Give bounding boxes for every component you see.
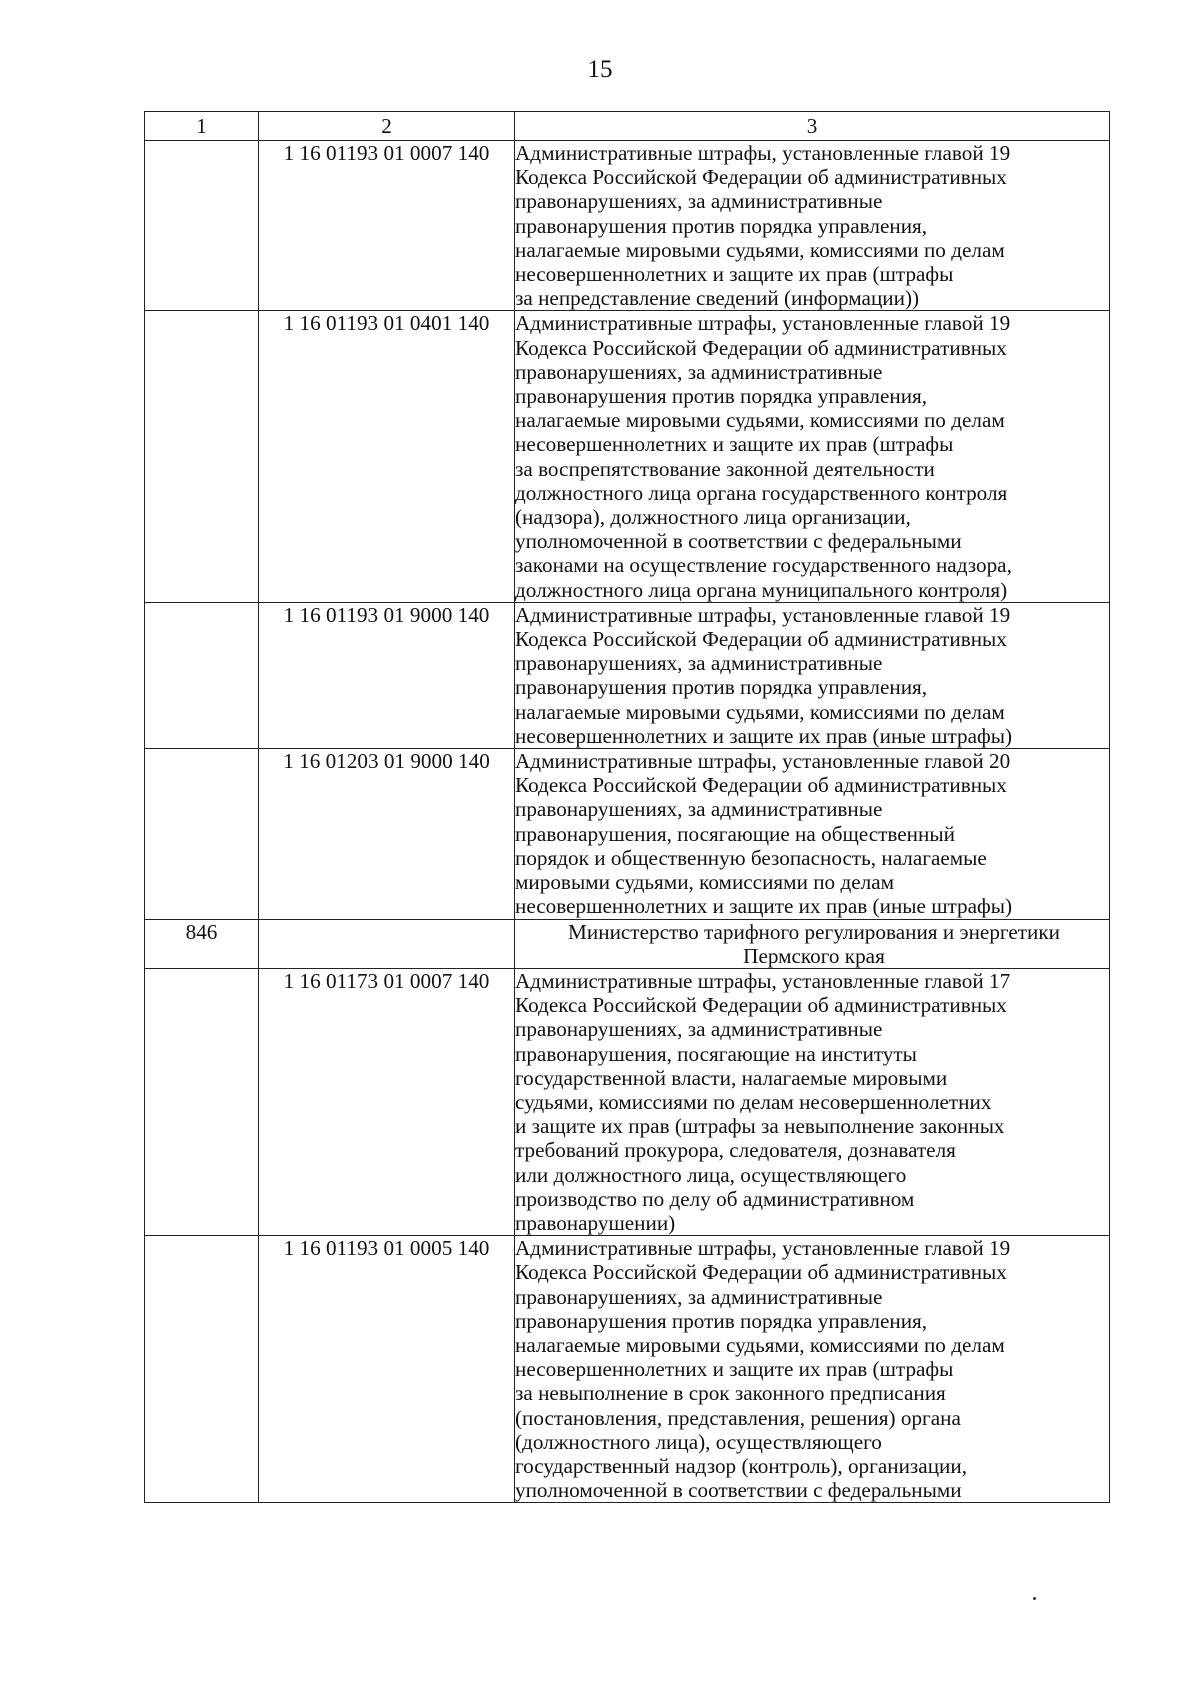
description-cell <box>515 311 1110 602</box>
header-row <box>145 112 1110 141</box>
description-line: правонарушения, посягающие на общественный <box>515 821 955 846</box>
description-line: Кодекса Российской Федерации об административных <box>515 165 1007 190</box>
description-line: правонарушениях, за административные <box>515 1284 883 1309</box>
table-header <box>145 112 1110 141</box>
description-line: правонарушения против порядка управления, <box>515 675 928 700</box>
budget-code-cell: 1 16 01173 01 0007 140 <box>259 968 515 1235</box>
description-line: и защите их прав (штрафы за невыполнение законных <box>515 1114 1005 1139</box>
description-line: должностного лица органа муниципального контроля) <box>515 577 1008 602</box>
admin-code-cell <box>145 1236 259 1503</box>
description-line: государственной власти, налагаемые мировыми <box>515 1065 948 1090</box>
description-line: правонарушениях, за административные <box>515 189 883 214</box>
table-row <box>145 602 1110 748</box>
table-row <box>145 968 1110 1235</box>
scan-speck <box>1033 1597 1036 1600</box>
description-cell <box>515 602 1110 748</box>
description-line: Административные штрафы, установленные главой 19 <box>515 141 1011 165</box>
description-line: Административные штрафы, установленные главой 19 <box>515 311 1011 336</box>
table-body <box>145 141 1110 1503</box>
description-line: государственный надзор (контроль), организации, <box>515 1453 968 1478</box>
description-line: за воспрепятствование законной деятельности <box>515 456 935 481</box>
description-line: правонарушениях, за административные <box>515 359 883 384</box>
description-line: (надзора), должностного лица организации, <box>515 505 911 530</box>
description-line: производство по делу об административном <box>515 1186 915 1211</box>
description-line: за непредставление сведений (информации)) <box>515 286 920 311</box>
description-line: несовершеннолетних и защите их прав (штрафы <box>515 432 954 457</box>
description-cell <box>515 919 1110 968</box>
description-line: (постановления, представления, решения) органа <box>515 1405 961 1430</box>
admin-code-cell <box>145 968 259 1235</box>
description-line: Кодекса Российской Федерации об административных <box>515 1260 1007 1285</box>
header-col-1: 1 <box>145 112 259 141</box>
page-number: 15 <box>587 56 613 83</box>
admin-code-cell <box>145 749 259 919</box>
admin-code-cell: 846 <box>145 919 259 968</box>
budget-code-cell: 1 16 01193 01 0401 140 <box>259 311 515 602</box>
description-line: уполномоченной в соответствии с федеральными <box>515 529 962 554</box>
description-line: правонарушении) <box>515 1210 676 1235</box>
description-line: несовершеннолетних и защите их прав (иные штрафы) <box>515 894 1013 919</box>
description-line: или должностного лица, осуществляющего <box>515 1162 907 1187</box>
description-line: Кодекса Российской Федерации об административных <box>515 993 1007 1018</box>
table-row <box>145 311 1110 602</box>
description-line: правонарушениях, за административные <box>515 1017 883 1042</box>
description-line: Пермского края <box>743 943 885 968</box>
description-line: Министерство тарифного регулирования и энергетики <box>568 919 1060 944</box>
budget-code-cell: 1 16 01193 01 0005 140 <box>259 1236 515 1503</box>
description-line: порядок и общественную безопасность, налагаемые <box>515 845 987 870</box>
description-line: налагаемые мировыми судьями, комиссиями по делам <box>515 699 1005 724</box>
description-line: (должностного лица), осуществляющего <box>515 1429 882 1454</box>
description-cell <box>515 749 1110 919</box>
table-row <box>145 1236 1110 1503</box>
description-line: судьями, комиссиями по делам несовершеннолетних <box>515 1089 992 1114</box>
budget-code-cell <box>259 919 515 968</box>
admin-code-cell <box>145 141 259 311</box>
description-line: правонарушения против порядка управления, <box>515 213 928 238</box>
description-cell <box>515 968 1110 1235</box>
table-row <box>145 919 1110 968</box>
description-line: правонарушениях, за административные <box>515 651 883 676</box>
description-line: Кодекса Российской Федерации об административных <box>515 335 1007 360</box>
description-line: законами на осуществление государственного надзора, <box>515 553 1012 578</box>
header-col-2: 2 <box>259 112 515 141</box>
table-row <box>145 749 1110 919</box>
description-cell <box>515 141 1110 311</box>
description-line: правонарушения, посягающие на институты <box>515 1041 917 1066</box>
header-col-3: 3 <box>515 112 1110 141</box>
description-line: должностного лица органа государственного контроля <box>515 480 1008 505</box>
budget-code-cell: 1 16 01203 01 9000 140 <box>259 749 515 919</box>
description-line: Административные штрафы, установленные главой 19 <box>515 602 1011 627</box>
description-line: правонарушения против порядка управления, <box>515 1308 928 1333</box>
description-line: требований прокурора, следователя, дознавателя <box>515 1138 956 1163</box>
description-line: налагаемые мировыми судьями, комиссиями по делам <box>515 408 1005 433</box>
description-line: несовершеннолетних и защите их прав (штрафы <box>515 262 954 287</box>
description-cell <box>515 1236 1110 1503</box>
admin-code-cell <box>145 311 259 602</box>
description-line: мировыми судьями, комиссиями по делам <box>515 870 895 895</box>
budget-codes-table <box>144 111 1110 1503</box>
description-line: Кодекса Российской Федерации об административных <box>515 773 1007 798</box>
table-row <box>145 141 1110 311</box>
description-line: Кодекса Российской Федерации об административных <box>515 627 1007 652</box>
description-line: налагаемые мировыми судьями, комиссиями по делам <box>515 237 1005 262</box>
description-line: несовершеннолетних и защите их прав (штрафы <box>515 1357 954 1382</box>
admin-code-cell <box>145 602 259 748</box>
description-line: за невыполнение в срок законного предписания <box>515 1381 946 1406</box>
description-line: уполномоченной в соответствии с федеральными <box>515 1478 962 1503</box>
description-line: правонарушениях, за административные <box>515 797 883 822</box>
budget-code-cell: 1 16 01193 01 9000 140 <box>259 602 515 748</box>
description-line: несовершеннолетних и защите их прав (иные штрафы) <box>515 723 1013 748</box>
description-line: Административные штрафы, установленные главой 19 <box>515 1236 1011 1261</box>
description-line: Административные штрафы, установленные главой 20 <box>515 749 1011 774</box>
description-line: правонарушения против порядка управления, <box>515 384 928 409</box>
description-line: налагаемые мировыми судьями, комиссиями по делам <box>515 1332 1005 1357</box>
budget-code-cell: 1 16 01193 01 0007 140 <box>259 141 515 311</box>
description-line: Административные штрафы, установленные главой 17 <box>515 968 1011 993</box>
